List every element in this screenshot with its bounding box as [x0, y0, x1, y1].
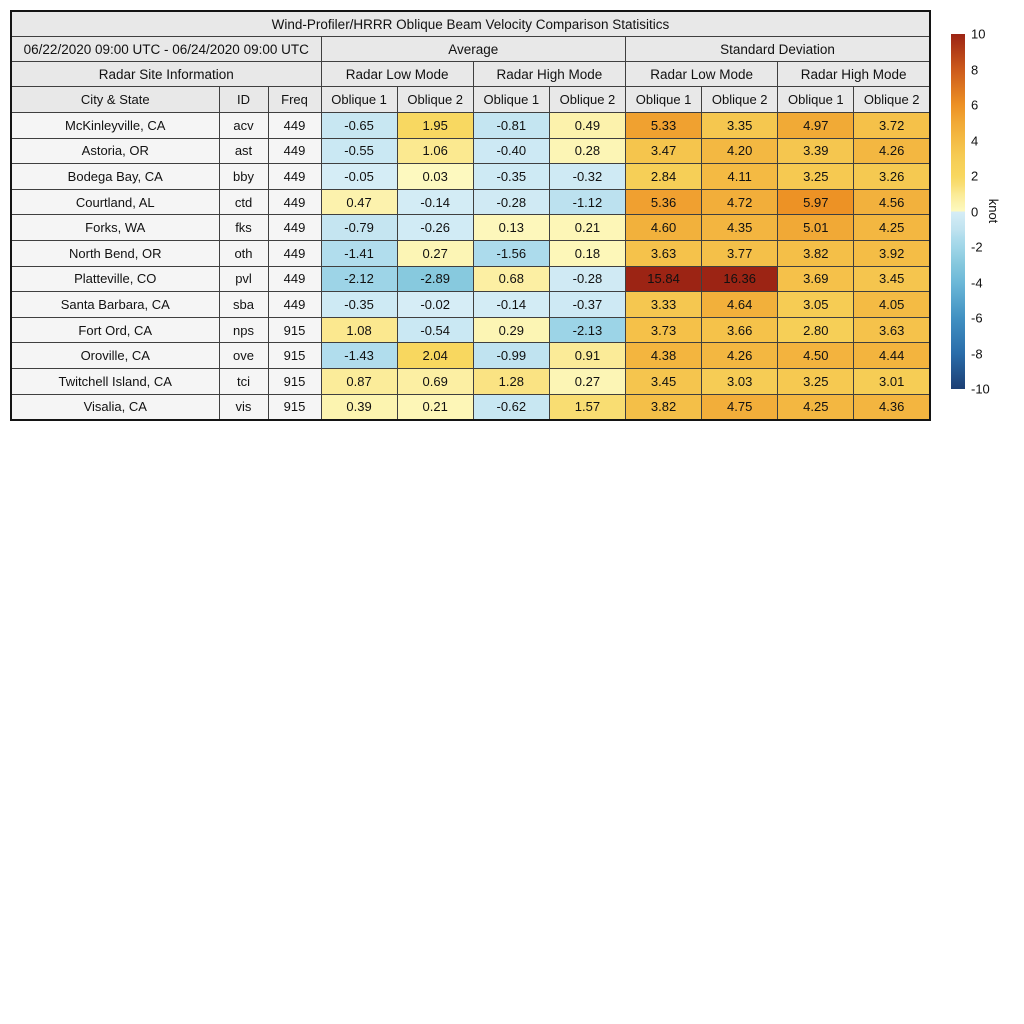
- city-cell: Fort Ord, CA: [11, 317, 219, 343]
- value-cell: 3.26: [854, 164, 930, 190]
- freq-cell: 915: [268, 394, 321, 420]
- value-cell: 0.27: [549, 368, 625, 394]
- value-cell: -2.89: [397, 266, 473, 292]
- value-cell: 3.35: [702, 113, 778, 139]
- id-cell: fks: [219, 215, 268, 241]
- value-cell: -1.41: [321, 240, 397, 266]
- std-low-mode-header: Radar Low Mode: [626, 62, 778, 87]
- table-row: [11, 394, 930, 420]
- value-cell: 4.35: [702, 215, 778, 241]
- id-cell: ove: [219, 343, 268, 369]
- colorbar-tick-label: 6: [971, 97, 979, 113]
- group-header-row: [11, 37, 930, 62]
- value-cell: 4.26: [854, 138, 930, 164]
- avg-low-mode-header: Radar Low Mode: [321, 62, 473, 87]
- value-cell: -0.37: [549, 292, 625, 318]
- table-row: [11, 215, 930, 241]
- freq-cell: 449: [268, 138, 321, 164]
- value-cell: -0.35: [321, 292, 397, 318]
- table-row: [11, 138, 930, 164]
- table-row: [11, 189, 930, 215]
- col-oblique1: Oblique 1: [626, 87, 702, 113]
- value-cell: 4.75: [702, 394, 778, 420]
- table-row: [11, 164, 930, 190]
- value-cell: -0.40: [473, 138, 549, 164]
- city-cell: Twitchell Island, CA: [11, 368, 219, 394]
- value-cell: 0.29: [473, 317, 549, 343]
- value-cell: 4.25: [854, 215, 930, 241]
- city-cell: Platteville, CO: [11, 266, 219, 292]
- col-id: ID: [219, 87, 268, 113]
- table-row: [11, 113, 930, 139]
- group-average: Average: [321, 37, 626, 62]
- value-cell: 4.72: [702, 189, 778, 215]
- avg-high-mode-header: Radar High Mode: [473, 62, 625, 87]
- group-std-dev: Standard Deviation: [626, 37, 931, 62]
- value-cell: -2.13: [549, 317, 625, 343]
- value-cell: -1.56: [473, 240, 549, 266]
- colorbar-tick-label: -8: [971, 346, 983, 361]
- colorbar-tick-label: 10: [971, 26, 986, 42]
- column-header-row: [11, 87, 930, 113]
- value-cell: 3.25: [778, 164, 854, 190]
- colorbar-tick-label: -4: [971, 275, 983, 290]
- value-cell: 2.80: [778, 317, 854, 343]
- freq-cell: 449: [268, 240, 321, 266]
- table-row: [11, 240, 930, 266]
- value-cell: 3.82: [626, 394, 702, 420]
- table-body: [11, 113, 930, 420]
- id-cell: bby: [219, 164, 268, 190]
- value-cell: 5.33: [626, 113, 702, 139]
- value-cell: 3.72: [854, 113, 930, 139]
- col-oblique1: Oblique 1: [778, 87, 854, 113]
- colorbar-tick-label: 2: [971, 168, 979, 184]
- id-cell: ast: [219, 138, 268, 164]
- table-row: [11, 317, 930, 343]
- value-cell: 0.39: [321, 394, 397, 420]
- value-cell: 4.38: [626, 343, 702, 369]
- value-cell: -0.26: [397, 215, 473, 241]
- city-cell: Visalia, CA: [11, 394, 219, 420]
- col-oblique2: Oblique 2: [397, 87, 473, 113]
- value-cell: 1.06: [397, 138, 473, 164]
- value-cell: 3.92: [854, 240, 930, 266]
- value-cell: 3.05: [778, 292, 854, 318]
- value-cell: -0.81: [473, 113, 549, 139]
- value-cell: 4.97: [778, 113, 854, 139]
- value-cell: -0.14: [473, 292, 549, 318]
- value-cell: -1.12: [549, 189, 625, 215]
- value-cell: 0.21: [397, 394, 473, 420]
- value-cell: 2.84: [626, 164, 702, 190]
- city-cell: North Bend, OR: [11, 240, 219, 266]
- city-cell: Santa Barbara, CA: [11, 292, 219, 318]
- freq-cell: 915: [268, 317, 321, 343]
- std-high-mode-header: Radar High Mode: [778, 62, 930, 87]
- title-row: [11, 11, 930, 37]
- freq-cell: 449: [268, 113, 321, 139]
- value-cell: 3.01: [854, 368, 930, 394]
- freq-cell: 449: [268, 266, 321, 292]
- value-cell: -2.12: [321, 266, 397, 292]
- freq-cell: 915: [268, 343, 321, 369]
- value-cell: 0.87: [321, 368, 397, 394]
- value-cell: 3.73: [626, 317, 702, 343]
- value-cell: 3.77: [702, 240, 778, 266]
- colorbar-tick-label: 0: [971, 204, 979, 219]
- freq-cell: 915: [268, 368, 321, 394]
- value-cell: 5.01: [778, 215, 854, 241]
- value-cell: 0.28: [549, 138, 625, 164]
- value-cell: 4.25: [778, 394, 854, 420]
- value-cell: 0.47: [321, 189, 397, 215]
- page-title: Wind-Profiler/HRRR Oblique Beam Velocity Comparison Statisitics: [11, 11, 930, 37]
- id-cell: oth: [219, 240, 268, 266]
- stats-table: [10, 10, 931, 421]
- colorbar-tick-label: 4: [971, 133, 979, 148]
- colorbar-unit-label: knot: [986, 198, 1001, 224]
- value-cell: 5.97: [778, 189, 854, 215]
- value-cell: 4.60: [626, 215, 702, 241]
- value-cell: 3.66: [702, 317, 778, 343]
- value-cell: 3.63: [854, 317, 930, 343]
- value-cell: -0.54: [397, 317, 473, 343]
- value-cell: -0.55: [321, 138, 397, 164]
- colorbar-tick-label: 8: [971, 62, 979, 77]
- id-cell: ctd: [219, 189, 268, 215]
- value-cell: 3.25: [778, 368, 854, 394]
- value-cell: 3.33: [626, 292, 702, 318]
- value-cell: 0.68: [473, 266, 549, 292]
- value-cell: 4.20: [702, 138, 778, 164]
- id-cell: vis: [219, 394, 268, 420]
- colorbar-tick-label: -2: [971, 239, 983, 255]
- col-freq: Freq: [268, 87, 321, 113]
- id-cell: tci: [219, 368, 268, 394]
- value-cell: 3.63: [626, 240, 702, 266]
- value-cell: -0.28: [473, 189, 549, 215]
- city-cell: Forks, WA: [11, 215, 219, 241]
- date-range: 06/22/2020 09:00 UTC - 06/24/2020 09:00 UTC: [11, 37, 321, 62]
- value-cell: 0.27: [397, 240, 473, 266]
- table-row: [11, 266, 930, 292]
- value-cell: -0.35: [473, 164, 549, 190]
- col-oblique1: Oblique 1: [321, 87, 397, 113]
- value-cell: 3.03: [702, 368, 778, 394]
- table-row: [11, 292, 930, 318]
- value-cell: 4.50: [778, 343, 854, 369]
- value-cell: -0.65: [321, 113, 397, 139]
- col-oblique2: Oblique 2: [549, 87, 625, 113]
- value-cell: 4.64: [702, 292, 778, 318]
- colorbar-tick-label: -6: [971, 310, 983, 326]
- value-cell: 4.56: [854, 189, 930, 215]
- id-cell: sba: [219, 292, 268, 318]
- id-cell: acv: [219, 113, 268, 139]
- value-cell: 4.11: [702, 164, 778, 190]
- value-cell: 3.45: [854, 266, 930, 292]
- city-cell: Oroville, CA: [11, 343, 219, 369]
- value-cell: 4.44: [854, 343, 930, 369]
- value-cell: 16.36: [702, 266, 778, 292]
- value-cell: -0.14: [397, 189, 473, 215]
- city-cell: Bodega Bay, CA: [11, 164, 219, 190]
- freq-cell: 449: [268, 292, 321, 318]
- value-cell: -1.43: [321, 343, 397, 369]
- col-oblique2: Oblique 2: [702, 87, 778, 113]
- value-cell: -0.28: [549, 266, 625, 292]
- value-cell: 3.82: [778, 240, 854, 266]
- colorbar-gradient: [951, 34, 965, 389]
- value-cell: 0.18: [549, 240, 625, 266]
- col-oblique1: Oblique 1: [473, 87, 549, 113]
- value-cell: 1.28: [473, 368, 549, 394]
- value-cell: 15.84: [626, 266, 702, 292]
- city-cell: Astoria, OR: [11, 138, 219, 164]
- col-city-state: City & State: [11, 87, 219, 113]
- value-cell: -0.99: [473, 343, 549, 369]
- freq-cell: 449: [268, 215, 321, 241]
- value-cell: -0.32: [549, 164, 625, 190]
- value-cell: 3.45: [626, 368, 702, 394]
- value-cell: 0.69: [397, 368, 473, 394]
- id-cell: pvl: [219, 266, 268, 292]
- value-cell: 4.36: [854, 394, 930, 420]
- value-cell: 1.08: [321, 317, 397, 343]
- value-cell: 0.49: [549, 113, 625, 139]
- value-cell: 0.21: [549, 215, 625, 241]
- site-info-header: Radar Site Information: [11, 62, 321, 87]
- value-cell: 0.91: [549, 343, 625, 369]
- value-cell: 0.03: [397, 164, 473, 190]
- value-cell: 5.36: [626, 189, 702, 215]
- value-cell: -0.79: [321, 215, 397, 241]
- value-cell: -0.05: [321, 164, 397, 190]
- value-cell: 0.13: [473, 215, 549, 241]
- value-cell: -0.62: [473, 394, 549, 420]
- colorbar-tick-label: -10: [971, 381, 990, 397]
- value-cell: 2.04: [397, 343, 473, 369]
- value-cell: 4.05: [854, 292, 930, 318]
- value-cell: 3.69: [778, 266, 854, 292]
- value-cell: 3.47: [626, 138, 702, 164]
- freq-cell: 449: [268, 189, 321, 215]
- table-row: [11, 343, 930, 369]
- value-cell: 1.57: [549, 394, 625, 420]
- value-cell: 4.26: [702, 343, 778, 369]
- mode-header-row: [11, 62, 930, 87]
- value-cell: -0.02: [397, 292, 473, 318]
- table-row: [11, 368, 930, 394]
- city-cell: McKinleyville, CA: [11, 113, 219, 139]
- id-cell: nps: [219, 317, 268, 343]
- value-cell: 1.95: [397, 113, 473, 139]
- freq-cell: 449: [268, 164, 321, 190]
- col-oblique2: Oblique 2: [854, 87, 930, 113]
- value-cell: 3.39: [778, 138, 854, 164]
- city-cell: Courtland, AL: [11, 189, 219, 215]
